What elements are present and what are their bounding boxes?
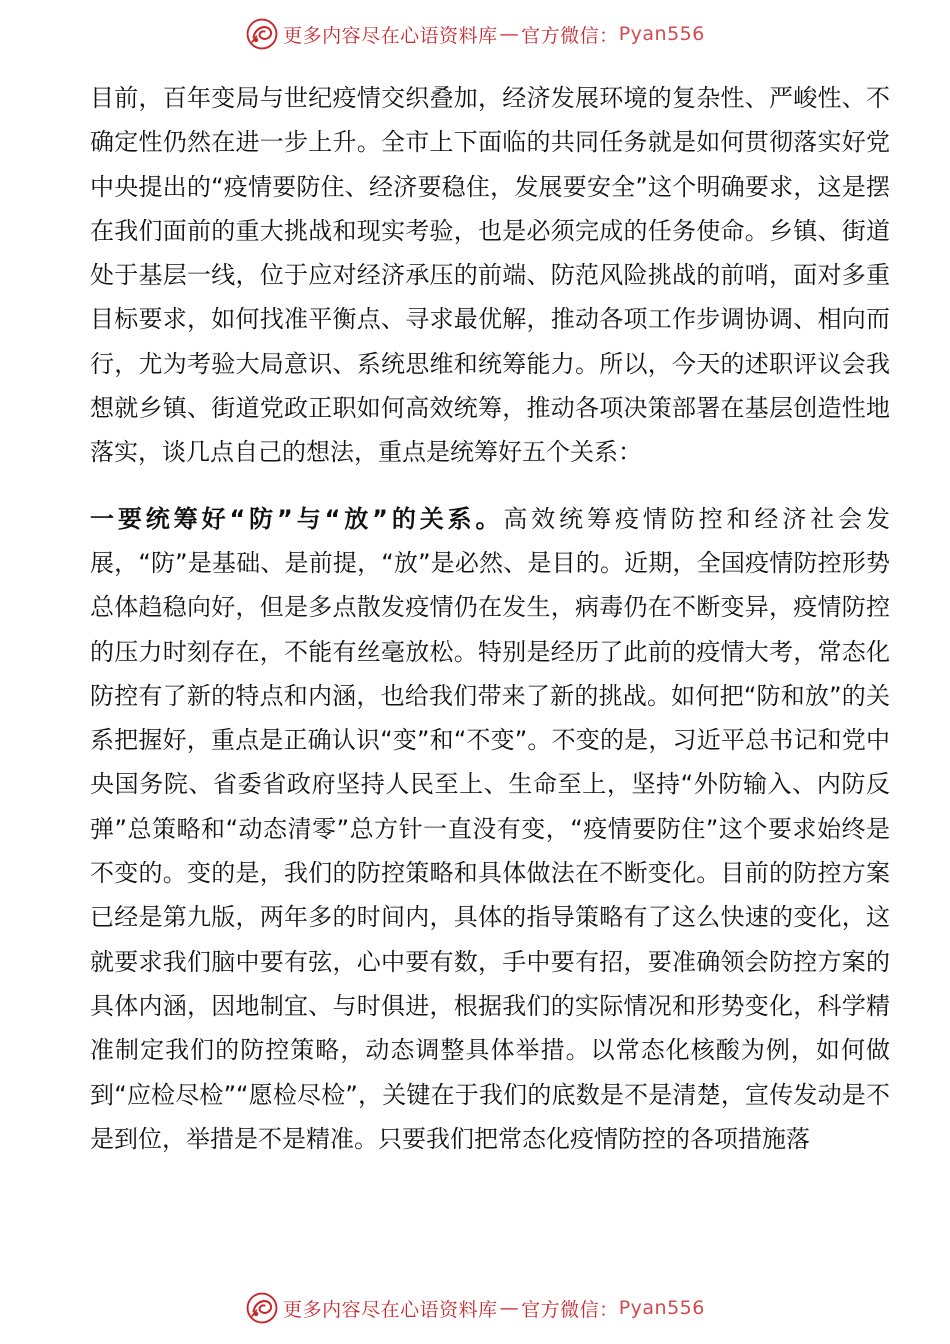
footer-contact-id: Pyan556 — [618, 1297, 705, 1319]
footer-banner — [0, 1288, 950, 1328]
header-contact-id: Pyan556 — [618, 23, 705, 45]
dragon-seal-logo-icon — [245, 17, 279, 51]
footer-contact-prefix: 官方微信： — [521, 1298, 619, 1321]
paragraph-intro: 目前，百年变局与世纪疫情交织叠加，经济发展环境的复杂性、严峻性、不确定性仍然在进一步上升。全市上下面临的共同任务就是如何贯彻落实好党中央提出的“疫情要防住、经济要稳住，发展要安全”这个明确要求，这是摆在我们面前的重大挑战和现实考验，也是必须完成的任务使命。乡镇、街道处于基层一线，位于应对经济承压的前端、防范风险挑战的前哨，面对多重目标要求，如何找准平衡点、寻求最优解，推动各项工作步调协调、相向而行，尤为考验大局意识、系统思维和统筹能力。所以，今天的述职评议会我想就乡镇、街道党政正职如何高效统筹，推动各项决策部署在基层创造性地落实，谈几点自己的想法，重点是统筹好五个关系： — [90, 84, 890, 467]
dragon-seal-logo-icon — [245, 1291, 279, 1325]
header-site-text: 更多内容尽在心语资料库 — [283, 24, 498, 47]
paragraph-point-one-heading: 一要统筹好“防”与“放”的关系。 — [90, 504, 504, 533]
header-contact-prefix: 官方微信： — [521, 24, 619, 47]
paragraph-point-one-text: 高效统筹疫情防控和经济社会发展，“防”是基础、是前提，“放”是必然、是目的。近期，全国疫情防控形势总体趋稳向好，但是多点散发疫情仍在发生，病毒仍在不断变异，疫情防控的压力时刻存在，不能有丝毫放松。特别是经历了此前的疫情大考，常态化防控有了新的特点和内涵，也给我们带来了新的挑战。如何把“防和放”的关系把握好，重点是正确认识“变”和“不变”。不变的是，习近平总书记和党中央国务院、省委省政府坚持人民至上、生命至上，坚持“外防输入、内防反弹”总策略和“动态清零”总方针一直没有变，“疫情要防住”这个要求始终是不变的。变的是，我们的防控策略和具体做法在不断变化。目前的防控方案已经是第九版，两年多的时间内，具体的指导策略有了这么快速的变化，这就要求我们脑中要有弦，心中要有数，手中要有招，要准确领会防控方案的具体内涵，因地制宜、与时俱进，根据我们的实际情况和形势变化，科学精准制定我们的防控策略，动态调整具体举措。以常态化核酸为例，如何做到“应检尽检”“愿检尽检”，关键在于我们的底数是不是清楚，宣传发动是不是到位，举措是不是精准。只要我们把常态化疫情防控的各项措施落 — [90, 504, 891, 1153]
header-banner — [0, 14, 950, 54]
paragraph-point-one — [90, 497, 890, 1161]
footer-separator: — — [499, 1297, 520, 1319]
header-separator: — — [499, 23, 520, 45]
document-body — [90, 76, 890, 1161]
footer-site-text: 更多内容尽在心语资料库 — [283, 1298, 498, 1321]
